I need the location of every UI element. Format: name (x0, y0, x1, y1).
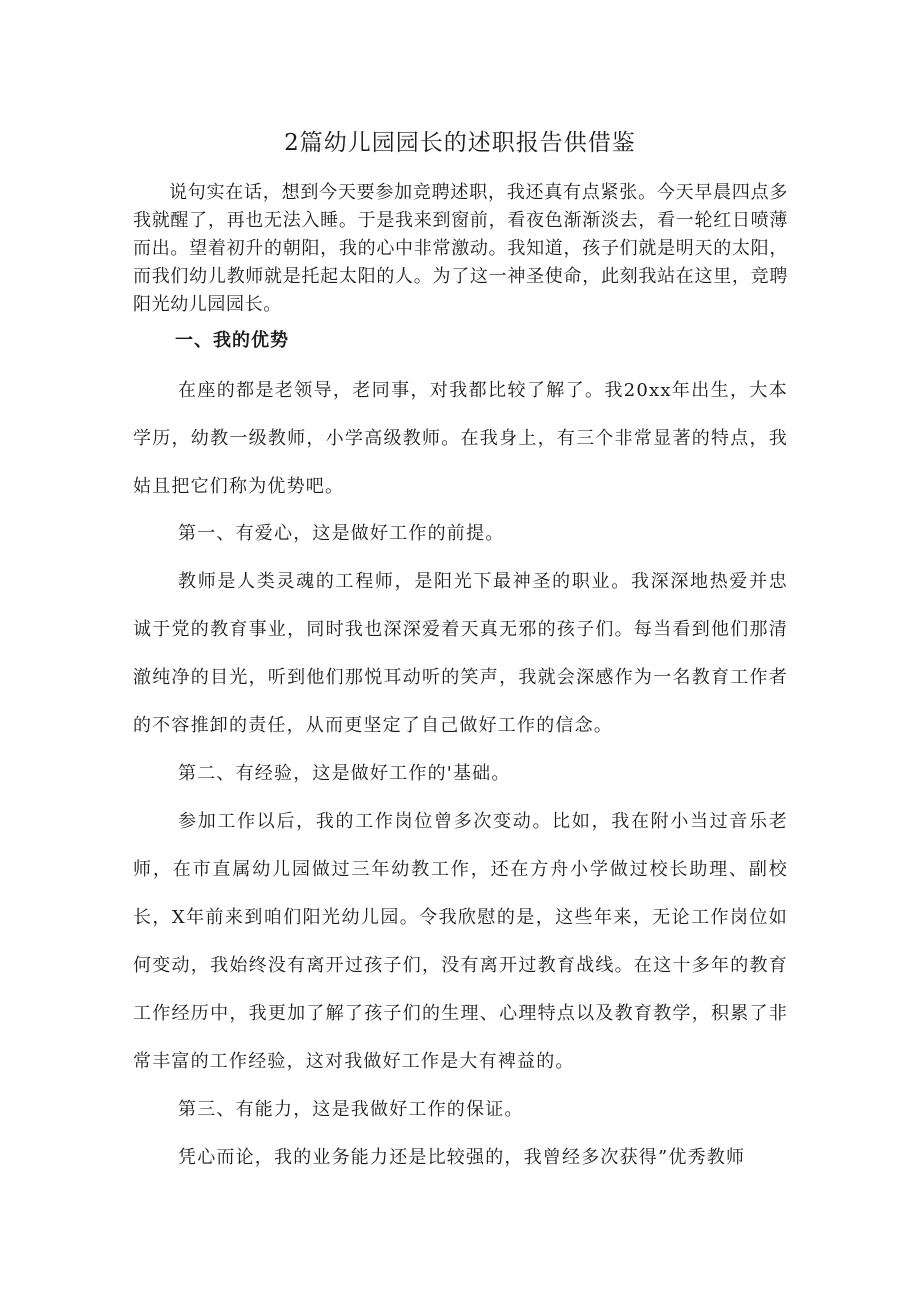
point-heading: 第一、有爱心，这是做好工作的前提。 (178, 523, 505, 544)
body-paragraph: 凭心而论，我的业务能力还是比较强的，我曾经多次获得”优秀教师 (178, 1147, 746, 1168)
point-heading: 第三、有能力，这是我做好工作的保证。 (178, 1099, 524, 1120)
point-heading: 第二、有经验，这是做好工作的'基础。 (178, 763, 511, 784)
document-title: 2篇幼儿园园长的述职报告供借鉴 (284, 130, 636, 156)
body-paragraph: 参加工作以后，我的工作岗位曾多次变动。比如，我在附小当过音乐老师，在市直属幼儿园做过三年幼教工作，还在方舟小学做过校长助理、副校长，X年前来到咱们阳光幼儿园。令我欣慰的是，这些年来，无论工作岗位如何变动，我始终没有离开过孩子们，没有离开过教育战线。在这十多年的教育工作经历中，我更加了解了孩子们的生理、心理特点以及教育教学，积累了非常丰富的工作经验，这对我做好工作是大有裨益的。 (133, 811, 788, 1072)
intro-paragraph: 说句实在话，想到今天要参加竞聘述职，我还真有点紧张。今天早晨四点多我就醒了，再也无法入睡。于是我来到窗前，看夜色渐渐淡去，看一轮红日喷薄而出。望着初升的朝阳，我的心中非常激动。我知道，孩子们就是明天的太阳，而我们幼儿教师就是托起太阳的人。为了这一神圣使命，此刻我站在这里，竞聘阳光幼儿园园长。 (133, 182, 788, 315)
section-heading: 一、我的优势 (175, 330, 289, 351)
body-paragraph: 在座的都是老领导，老同事，对我都比较了解了。我20xx年出生，大本学历，幼教一级教师，小学高级教师。在我身上，有三个非常显著的特点，我姑且把它们称为优势吧。 (133, 380, 788, 497)
body-paragraph: 教师是人类灵魂的工程师，是阳光下最神圣的职业。我深深地热爱并忠诚于党的教育事业，同时我也深深爱着天真无邪的孩子们。每当看到他们那清澈纯净的目光，听到他们那悦耳动听的笑声，我就会深感作为一名教育工作者的不容推卸的责任，从而更坚定了自己做好工作的信念。 (133, 571, 788, 736)
